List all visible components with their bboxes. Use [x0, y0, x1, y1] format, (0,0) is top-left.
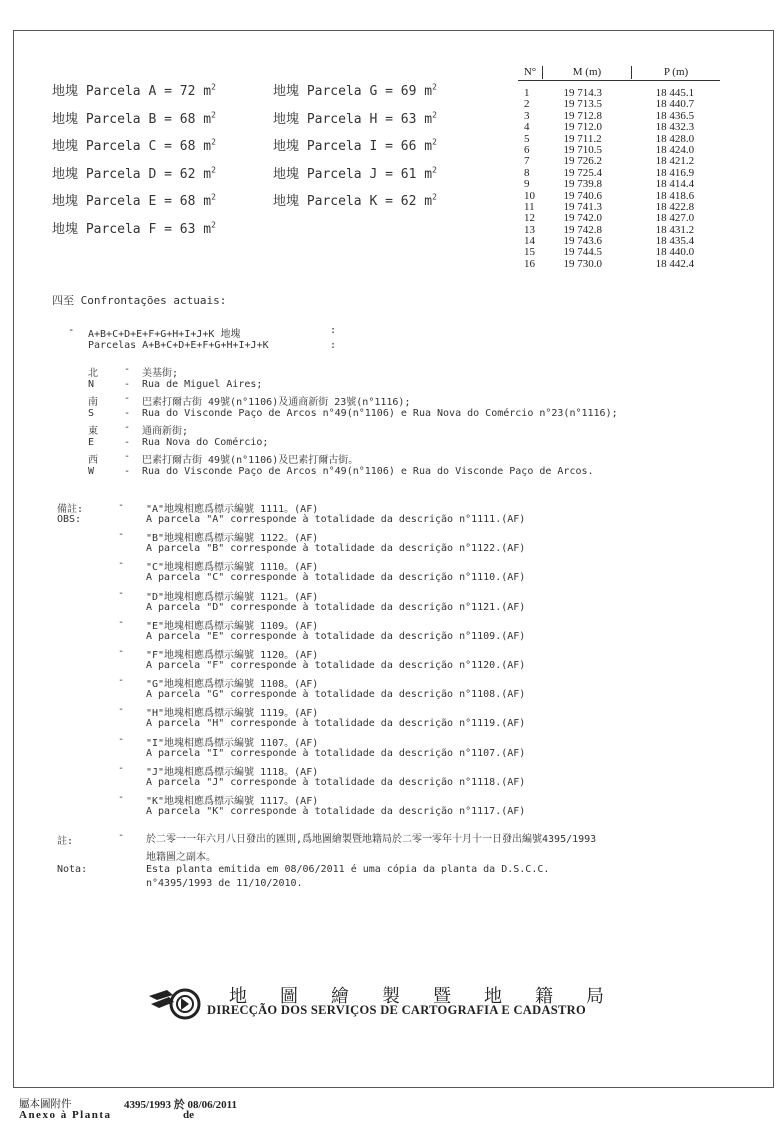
coord-m: 19 710.5 [563, 143, 602, 156]
point-number: 3 [524, 109, 530, 122]
parcel-area [52, 163, 216, 182]
footer-label-cn: 屬本圖附件 [19, 1098, 72, 1110]
coord-p: 18 432.3 [655, 121, 695, 134]
coordinate-row [518, 179, 720, 190]
coordinate-table-header [518, 66, 720, 81]
parcel-unit-exponent: 2 [432, 137, 437, 147]
direction-value: 美基街; [142, 368, 179, 379]
point-number: 12 [524, 212, 535, 225]
coord-m: 19 713.5 [563, 98, 602, 111]
dscc-logo-icon [147, 982, 203, 1022]
parcel-label: 地塊 Parcela C = 68 m [52, 139, 212, 154]
header-m: M (m) [572, 66, 602, 78]
direction-value: Rua de Miguel Aires; [142, 378, 263, 390]
coord-p: 18 435.4 [655, 235, 695, 248]
direction-key: 南 [88, 397, 98, 408]
parcel-label: 地塊 Parcela D = 62 m [52, 166, 212, 182]
direction-dash: - [124, 378, 131, 390]
coord-m: 19 714.3 [563, 87, 602, 99]
obs-item-pt: A parcela "J" corresponde à totalidade da descrição n°1118.(AF) [146, 776, 526, 788]
point-number: 15 [524, 246, 535, 259]
obs-dash: - [118, 587, 125, 599]
parcel-label: 地塊 Parcela G = 69 m [273, 84, 433, 99]
direction-key: 西 [88, 455, 98, 466]
coord-p: 18 424.0 [655, 143, 695, 156]
parcel-unit-exponent: 2 [432, 110, 437, 120]
point-number: 14 [524, 235, 535, 248]
obs-dash: - [118, 792, 125, 803]
coord-m: 19 711.2 [563, 132, 602, 145]
footer-de: de [183, 1109, 194, 1121]
note-pt-line1: Esta planta emitida em 08/06/2011 é uma cópia da planta da D.S.C.C. [146, 864, 550, 875]
point-number: 4 [524, 121, 530, 134]
coord-m: 19 741.3 [563, 200, 602, 213]
direction-dash: - [124, 364, 131, 375]
parcel-unit-exponent: 2 [432, 165, 437, 175]
obs-item-pt: A parcela "B" corresponde à totalidade da descrição n°1122.(AF) [146, 543, 526, 555]
obs-dash: - [118, 500, 125, 511]
parcel-label: 地塊 Parcela H = 63 m [273, 111, 433, 127]
coord-m: 19 730.0 [563, 257, 602, 270]
obs-dash: - [118, 558, 125, 570]
coord-p: 18 427.0 [655, 212, 695, 225]
parcel-area [52, 80, 216, 99]
coord-p: 18 414.4 [655, 178, 695, 191]
point-number: 13 [524, 223, 535, 236]
coordinate-row [518, 213, 720, 224]
parcel-unit-exponent: 2 [211, 192, 216, 202]
parcel-group-cn: A+B+C+D+E+F+G+H+I+J+K 地塊 [88, 329, 241, 340]
parcel-area [273, 163, 437, 182]
obs-dash: - [118, 529, 125, 541]
coord-m: 19 726.2 [563, 155, 602, 168]
coord-m: 19 742.8 [563, 223, 602, 236]
coord-p: 18 416.9 [655, 166, 695, 179]
obs-item-pt: A parcela "I" corresponde à totalidade da descrição n°1107.(AF) [146, 747, 526, 759]
obs-item-pt: A parcela "G" corresponde à totalidade da descrição n°1108.(AF) [146, 689, 526, 701]
obs-dash: - [118, 733, 125, 745]
parcel-label: 地塊 Parcela K = 62 m [273, 194, 433, 209]
parcel-unit-exponent: 2 [211, 110, 216, 120]
obs-item-cn: "K"地塊相應爲標示編號 1117。(AF) [146, 796, 319, 807]
agency-name-pt: DIRECÇÃO DOS SERVIÇOS DE CARTOGRAFIA E CADASTRO [207, 1003, 587, 1017]
obs-dash: - [118, 675, 125, 687]
direction-dash: - [124, 465, 131, 477]
coord-p: 18 442.4 [655, 257, 695, 270]
coord-p: 18 436.5 [655, 109, 695, 122]
obs-item-cn: "B"地塊相應爲標示編號 1122。(AF) [146, 533, 319, 545]
direction-key: 東 [88, 426, 98, 437]
parcel-area [273, 190, 437, 209]
obs-item-pt: A parcela "F" corresponde à totalidade da descrição n°1120.(AF) [146, 660, 526, 671]
direction-dash: - [124, 436, 131, 448]
parcel-unit-exponent: 2 [211, 82, 216, 92]
coordinate-table [518, 66, 720, 270]
direction-value: 通商新街; [142, 426, 189, 437]
point-number: 10 [524, 189, 535, 202]
obs-label-pt: OBS: [57, 514, 82, 525]
direction-key: W [88, 465, 95, 477]
direction-key: 北 [88, 368, 98, 379]
parcel-label: 地塊 Parcela J = 61 m [273, 166, 433, 182]
parcel-area [52, 218, 216, 237]
parcel-unit-exponent: 2 [432, 82, 437, 92]
point-number: 9 [524, 178, 530, 191]
parcel-label: 地塊 Parcela A = 72 m [52, 84, 212, 99]
parcel-group-colon-pt: : [330, 340, 337, 351]
coord-m: 19 712.0 [563, 121, 602, 134]
direction-value: 巴素打爾古街 49號(n°1106)及巴素打爾古街。 [142, 455, 359, 466]
coord-m: 19 712.8 [563, 109, 602, 122]
parcel-area [273, 108, 437, 127]
coord-m: 19 743.6 [563, 235, 602, 248]
direction-value: Rua do Visconde Paço de Arcos n°49(n°1106) e Rua do Visconde Paço de Arcos. [142, 465, 594, 477]
obs-item-cn: "A"地塊相應爲標示編號 1111。(AF) [146, 504, 319, 515]
direction-dash: - [124, 451, 131, 462]
obs-item-pt: A parcela "H" corresponde à totalidade da descrição n°1119.(AF) [146, 718, 526, 730]
parcel-label: 地塊 Parcela I = 66 m [273, 139, 433, 154]
note-cn-line2: 地籍圖之副本。 [146, 852, 216, 863]
obs-dash: - [118, 646, 125, 657]
coord-m: 19 742.0 [563, 212, 602, 225]
point-number: 6 [524, 143, 530, 156]
header-number: N° [523, 66, 537, 78]
coordinate-row [518, 259, 720, 270]
note-dash: - [118, 830, 125, 841]
direction-key: S [88, 407, 95, 419]
parcel-area [273, 135, 437, 154]
coord-m: 19 744.5 [563, 246, 602, 259]
point-number: 11 [524, 200, 535, 213]
coord-m: 19 725.4 [563, 166, 602, 179]
parcel-group-pt: Parcelas A+B+C+D+E+F+G+H+I+J+K [88, 340, 269, 351]
coord-p: 18 421.2 [655, 155, 695, 168]
coord-m: 19 740.6 [563, 189, 602, 202]
parcel-area [52, 135, 216, 154]
direction-dash: - [124, 393, 131, 404]
obs-item-cn: "H"地塊相應爲標示編號 1119。(AF) [146, 708, 319, 720]
note-label-cn: 註: [57, 836, 74, 847]
obs-item-cn: "J"地塊相應爲標示編號 1118。(AF) [146, 766, 319, 778]
coord-p: 18 445.1 [655, 87, 695, 99]
parcel-unit-exponent: 2 [211, 165, 216, 175]
parcel-label: 地塊 Parcela F = 63 m [52, 221, 212, 237]
agency-name-cn: 地圖繪製暨地籍局 [229, 986, 637, 1007]
coordinate-row [518, 122, 720, 133]
parcel-area [52, 190, 216, 209]
note-pt-line2: n°4395/1993 de 11/10/2010. [146, 878, 303, 889]
confrontations-title: 四至 Confrontações actuais: [52, 294, 227, 307]
confrontations-dash: - [68, 324, 75, 336]
coord-p: 18 422.8 [655, 200, 695, 213]
parcel-unit-exponent: 2 [211, 137, 216, 147]
parcel-area [52, 108, 216, 127]
obs-item-cn: "G"地塊相應爲標示編號 1108。(AF) [146, 679, 319, 691]
footer-label-pt: Anexo à Planta [19, 1109, 112, 1121]
direction-key: E [88, 436, 95, 448]
parcel-unit-exponent: 2 [432, 192, 437, 202]
coord-p: 18 440.0 [655, 246, 695, 259]
coord-m: 19 739.8 [563, 178, 602, 191]
point-number: 2 [524, 98, 530, 111]
parcel-area [273, 80, 437, 99]
obs-dash: - [118, 762, 125, 774]
direction-dash: - [124, 422, 131, 433]
point-number: 16 [524, 257, 535, 270]
point-number: 5 [524, 132, 530, 145]
coord-p: 18 440.7 [655, 98, 695, 111]
footer-ref: 4395/1993 於 08/06/2011 [124, 1099, 238, 1111]
obs-item-pt: A parcela "C" corresponde à totalidade da descrição n°1110.(AF) [146, 572, 526, 584]
coord-p: 18 431.2 [655, 223, 695, 236]
obs-label-cn: 備註: [57, 504, 84, 515]
header-p: P (m) [663, 66, 689, 78]
obs-item-cn: "D"地塊相應爲標示編號 1121。(AF) [146, 591, 319, 603]
obs-item-cn: "I"地塊相應爲標示編號 1107。(AF) [146, 737, 319, 749]
direction-value: Rua do Visconde Paço de Arcos n°49(n°1106) e Rua Nova do Comércio n°23(n°1116); [142, 407, 618, 419]
direction-value: Rua Nova do Comércio; [142, 436, 269, 448]
obs-item-pt: A parcela "K" corresponde à totalidade da descrição n°1117.(AF) [146, 806, 526, 817]
obs-item-pt: A parcela "D" corresponde à totalidade da descrição n°1121.(AF) [146, 601, 526, 613]
note-cn-line1: 於二零一一年六月八日發出的匯則,爲地圖繪製暨地籍局於二零一零年十月十一日發出編號4395/1993 [146, 834, 597, 845]
obs-item-cn: "F"地塊相應爲標示編號 1120。(AF) [146, 650, 319, 661]
parcel-group-colon-cn: : [330, 325, 337, 336]
point-number: 1 [524, 87, 530, 99]
direction-dash: - [124, 407, 131, 419]
note-label-pt: Nota: [57, 864, 88, 875]
coord-p: 18 428.0 [655, 132, 695, 145]
obs-item-cn: "E"地塊相應爲標示編號 1109。(AF) [146, 620, 319, 632]
direction-value: 巴素打爾古街 49號(n°1106)及通商新街 23號(n°1116); [142, 397, 411, 408]
obs-dash: - [118, 704, 125, 716]
obs-item-pt: A parcela "E" corresponde à totalidade da descrição n°1109.(AF) [146, 630, 526, 642]
point-number: 7 [524, 155, 530, 168]
obs-item-cn: "C"地塊相應爲標示編號 1110。(AF) [146, 562, 319, 574]
direction-key: N [88, 378, 95, 390]
parcel-label: 地塊 Parcela E = 68 m [52, 194, 212, 209]
obs-item-pt: A parcela "A" corresponde à totalidade da descrição n°1111.(AF) [146, 514, 526, 525]
parcel-unit-exponent: 2 [211, 220, 216, 230]
coord-p: 18 418.6 [655, 189, 695, 202]
point-number: 8 [524, 166, 530, 179]
parcel-label: 地塊 Parcela B = 68 m [52, 111, 212, 127]
obs-dash: - [118, 616, 125, 628]
